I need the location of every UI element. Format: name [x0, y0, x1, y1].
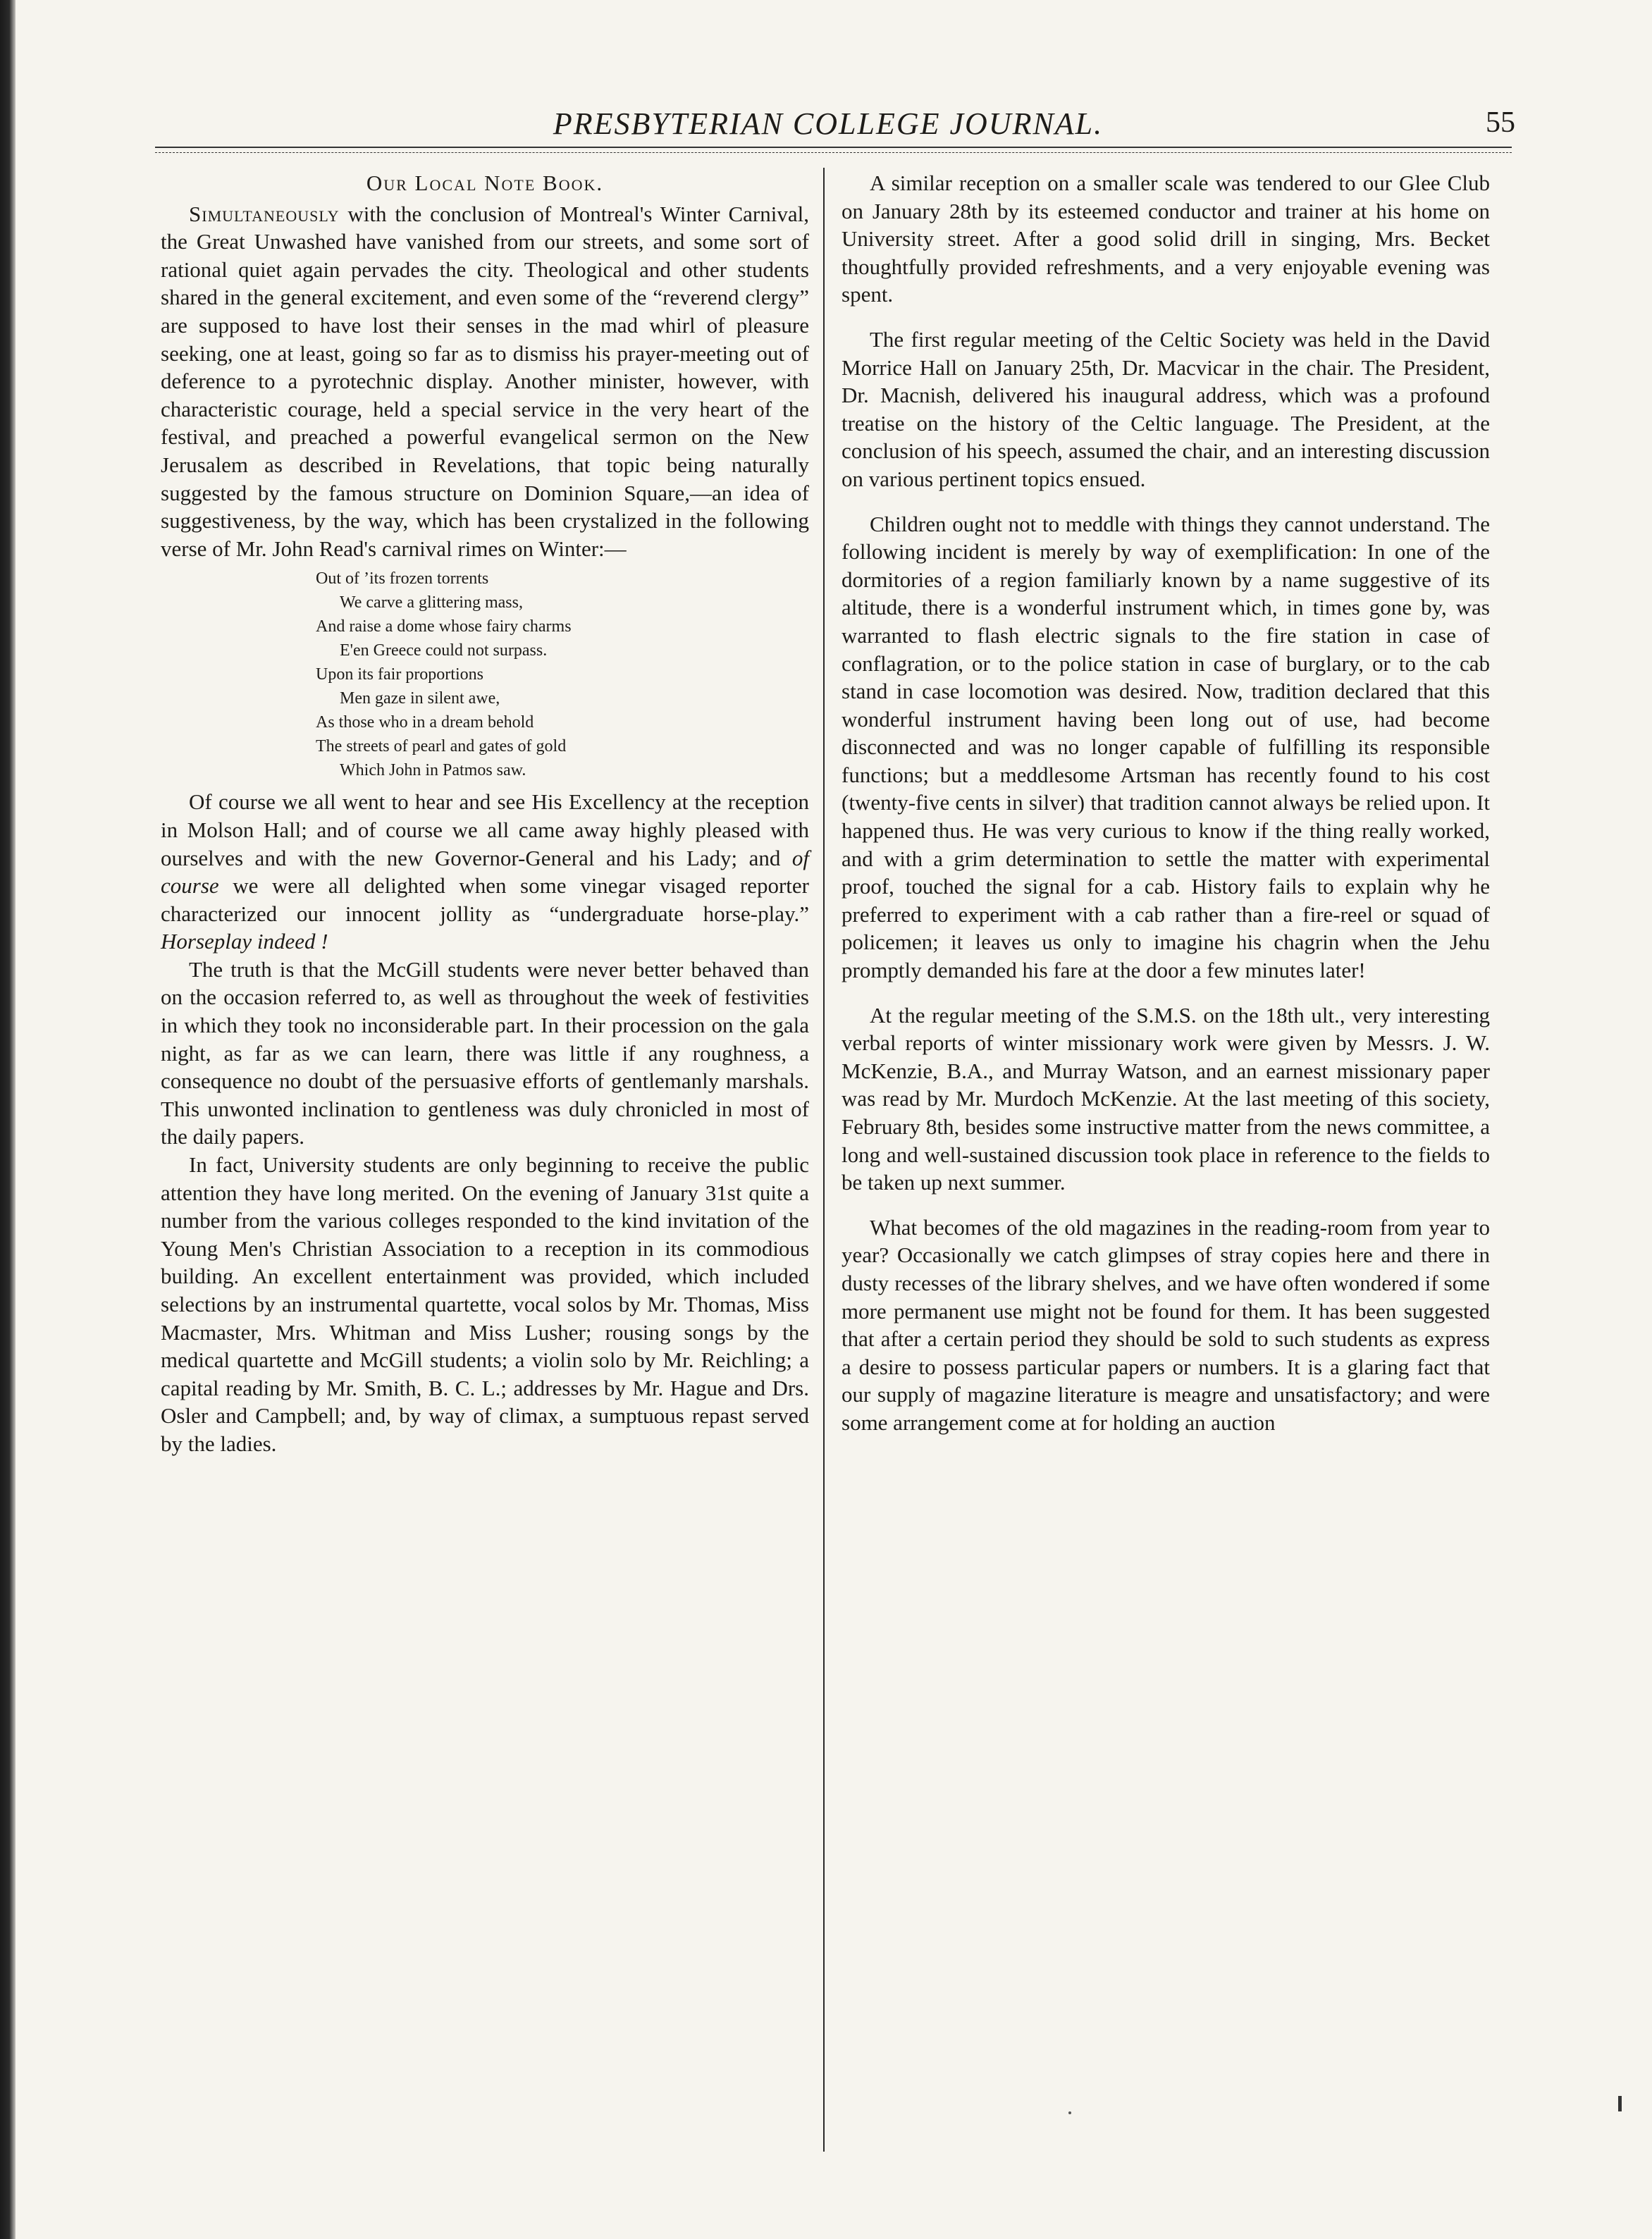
column-divider [823, 168, 825, 2152]
verse-line: We carve a glittering mass, [340, 593, 523, 612]
verse-line: Out of ’its frozen torrents [316, 569, 489, 588]
paragraph-reception-text-a: Of course we all went to hear and see His Excellency at the reception in Molson Hall; and of course we all came away highly pleased with ourselves and with the new Governor-General and his Lady; and [161, 789, 809, 870]
paragraph-truth: The truth is that the McGill students were never better behaved than on the occasion referred to, as well as throughout the week of festivities in which they took no inconsiderable part. In their procession on the gala night, as far as we can learn, there was little if any roughness, a consequence no doubt of the persuasive efforts of gentlemanly marshals. This unwonted inclination to gentleness was duly chronicled in most of the daily papers. [161, 956, 809, 1149]
paragraph-celtic-society: The first regular meeting of the Celtic Society was held in the David Morrice Hall on January 25th, Dr. Macvicar in the chair. The President, Dr. Macnish, delivered his inaugural address, which was a profound treatise on the history of the Celtic language. The President, at the conclusion of his speech, assumed the chair, and an interesting discussion on various pertinent topics ensued. [842, 326, 1490, 491]
verse-line: Which John in Patmos saw. [340, 761, 526, 780]
verse-line: The streets of pearl and gates of gold [316, 737, 567, 756]
paragraph-glee-club: A similar reception on a smaller scale was tendered to our Glee Club on January 28th by its esteemed conductor and trainer at his home on University street. After a good solid drill in singing, Mrs. Becket thoughtfully provided refreshments, and a very enjoyable evening was spent. [842, 171, 1490, 307]
edge-mark [1618, 2096, 1622, 2111]
paragraph-children: Children ought not to meddle with things they cannot understand. The following incident is merely by way of exemplification: In one of the dormitories of a region familiarly known by a name suggestive of its altitude, there is a wonderful instrument which, in times gone by, was warranted to flash electric signals to the fire station in case of conflagration, or to the police station in case of burglary, or to the cab stand in case locomotion was desired. Now, tradition declared that this wonderful instrument having been long out of use, had become disconnected and was no longer capable of fulfilling its responsible functions; but a meddlesome Artsman has recently found to his cost (twenty-five cents in silver) that tradition cannot always be relied upon. It happened thus. He was very curious to know if the thing really worked, and with a grim determination to settle the matter with experimental proof, touched the signal for a cab. History fails to explain why he preferred to experiment with a cab rather than a fire-reel or squad of policemen; it leaves us only to imagine his chagrin when the Jehu promptly demanded his fare at the door a few minutes later! [842, 511, 1490, 983]
page-number: 55 [1486, 106, 1515, 139]
verse-line: As those who in a dream behold [316, 713, 534, 732]
header-rule [155, 147, 1512, 148]
emphasis-horseplay: Horseplay indeed ! [161, 929, 328, 954]
emphasis-of-course: of course [161, 845, 809, 899]
stray-mark [1068, 2111, 1071, 2114]
verse-block [316, 567, 809, 782]
verse-line: And raise a dome whose fairy charms [316, 617, 572, 636]
lead-word: Simultaneously [189, 201, 340, 226]
paragraph-sms-meeting: At the regular meeting of the S.M.S. on the 18th ult., very interesting verbal reports of winter missionary work were given by Messrs. J. W. McKenzie, B.A., and Murray Watson, and an earnest missionary paper was read by Mr. Murdoch McKenzie. At the last meeting of this society, February 8th, besides some instructive matter from the news committee, a long and well-sustained discussion took place in reference to the fields to be taken up next summer. [842, 1002, 1490, 1195]
paragraph-ymca: In fact, University students are only beginning to receive the public attention they have long merited. On the evening of January 31st quite a number from the various colleges responded to the kind invitation of the Young Men's Christian Association to a reception in its commodious building. An excellent entertainment was provided, which included selections by an instrumental quartette, vocal solos by Mr. Thomas, Miss Macmaster, Mrs. Whitman and Miss Lusher; rousing songs by the medical quartette and McGill students; a violin solo by Mr. Reichling; a capital reading by Mr. Smith, B. C. L.; addresses by Mr. Hague and Drs. Osler and Campbell; and, by way of climax, a sumptuous repast served by the ladies. [161, 1152, 809, 1456]
paragraph-carnival [161, 200, 809, 563]
binding-edge [0, 0, 16, 2239]
verse-line: Upon its fair proportions [316, 665, 483, 684]
paragraph-magazines: What becomes of the old magazines in the reading-room from year to year? Occasionally we catch glimpses of stray copies here and there in dusty recesses of the library shelves, and we have often wondered if some more permanent use might not be found for them. It has been suggested that after a certain period they should be sold to such students as express a desire to possess particular papers or numbers. It is a glaring fact that our supply of magazine literature is meagre and unsatisfactory; and were some arrangement come at for holding an auction [842, 1214, 1490, 1435]
verse-line: Men gaze in silent awe, [340, 689, 500, 708]
verse-line: E'en Greece could not surpass. [340, 641, 548, 660]
page-header [141, 106, 1515, 148]
paragraph-reception [161, 788, 809, 956]
right-column [842, 169, 1490, 1437]
header-rule-secondary [155, 152, 1512, 153]
paragraph-carnival-text: with the conclusion of Montreal's Winter Carnival, the Great Unwashed have vanished from our streets, and some sort of rational quiet again pervades the city. Theological and other students shared in the general excitement, and even some of the “reverend clergy” are supposed to have lost their senses in the mad whirl of pleasure seeking, one at least, going so far as to dismiss his prayer-meeting out of deference to a pyrotechnic display. Another minister, however, with characteristic courage, held a special service in the very heart of the festival, and preached a powerful evangelical sermon on the New Jerusalem as described in Revelations, that topic being naturally suggested by the famous structure on Dominion Square,—an idea of suggestiveness, by the way, which has been crystalized in the following verse of Mr. John Read's carnival rimes on Winter:— [161, 201, 809, 561]
section-title: Our Local Note Book. [366, 171, 604, 195]
left-column [161, 169, 809, 1458]
paragraph-reception-text-b: we were all delighted when some vinegar visaged reporter characterized our innocent jollity as “undergraduate horse-play.” [161, 873, 809, 926]
journal-title: PRESBYTERIAN COLLEGE JOURNAL. [553, 106, 1104, 141]
